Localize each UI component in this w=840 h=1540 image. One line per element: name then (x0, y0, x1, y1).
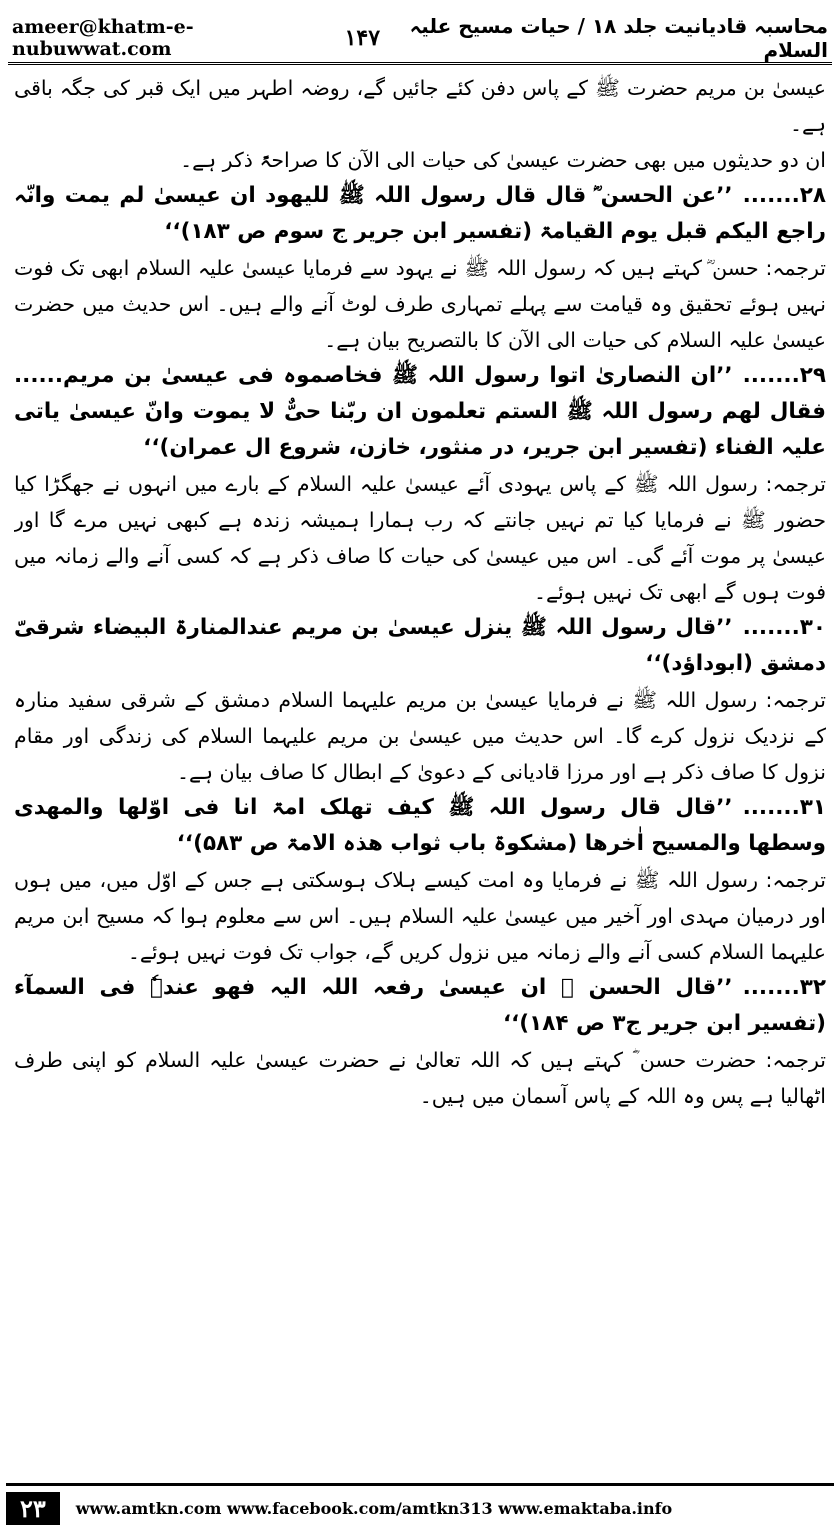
header-left (12, 16, 380, 60)
hadith-number: ۳۲....... (742, 975, 826, 1000)
footer-page-number: ۲۳ (6, 1492, 60, 1525)
translation-paragraph: ترجمہ: رسول اللہ ﷺ کے پاس یہودی آئے عیسیٰ علیہ السلام کے بارے میں انہوں نے جھگڑا کیا حضور ﷺ نے فرمایا کیا تم نہیں جانتے کہ رب ہمارا ہمیشہ زندہ ہے کبھی نہیں مرے گا اور عیسیٰ پر موت آئے گی۔ اس میں عیسیٰ کی حیات کا صاف ذکر ہے کہ کسی آنے والے زمانہ میں فوت ہوں گے ابھی تک نہیں ہوئے۔ (14, 472, 826, 604)
hadith-number: ۲۹....... (742, 363, 826, 388)
page-footer (6, 1483, 834, 1530)
hadith-paragraph (14, 610, 826, 682)
header-title: محاسبہ قادیانیت جلد ۱۸ / حیات مسیح علیہ السلام (409, 14, 828, 62)
hadith-text: ’’قال قال رسول اللہ ﷺ کیف تھلک امۃ انا فی اوّلھا والمھدی وسطھا والمسیح اٰخرھا (مشکوۃ باب ثواب ھذہ الامۃ ص ۵۸۳)‘‘ (14, 795, 826, 856)
translation-paragraph: ترجمہ: حضرت حسن ؓ کہتے ہیں کہ اللہ تعالیٰ نے حضرت عیسیٰ علیہ السلام کو اپنی طرف اٹھالیا ہے پس وہ اللہ کے پاس آسمان میں ہیں۔ (14, 1048, 826, 1108)
header-email[interactable]: ameer@khatm-e-nubuwwat.com (12, 16, 194, 60)
hadith-paragraph (14, 178, 826, 250)
body-paragraph: ان دو حدیثوں میں بھی حضرت عیسیٰ کی حیات الی الآن کا صراحۃً ذکر ہے۔ (180, 148, 826, 172)
hadith-paragraph (14, 790, 826, 862)
hadith-text: ’’ان النصاریٰ اتوا رسول اللہ ﷺ فخاصموہ فی عیسیٰ بن مریم...... فقال لھم رسول اللہ ﷺ الستم تعلمون ان ربّنا حیٌّ لا یموت وانّ عیسیٰ یاتی علیہ الفناء (تفسیر ابن جریر، در منثور، خازن، شروع ال عمران)‘‘ (14, 363, 826, 460)
hadith-number: ۳۱....... (742, 795, 826, 820)
hadith-number: ۳۰....... (742, 615, 826, 640)
translation-paragraph: ترجمہ: رسول اللہ ﷺ نے فرمایا عیسیٰ بن مریم علیہما السلام دمشق کے شرقی سفید منارہ کے نزدیک نزول کرے گا۔ اس حدیث میں عیسیٰ بن مریم علیہما السلام کی زندگی اور مقام نزول کا صاف ذکر ہے اور مرزا قادیانی کے دعویٰ کے ابطال کا صاف بیان ہے۔ (14, 688, 826, 784)
header-page-number: ۱۴۷ (344, 25, 381, 51)
translation-paragraph: ترجمہ: حسن ؓ کہتے ہیں کہ رسول اللہ ﷺ نے یہود سے فرمایا عیسیٰ علیہ السلام ابھی تک فوت نہیں ہوئے تحقیق وہ قیامت سے پہلے تمہاری طرف لوٹ آنے والے ہیں۔ اس حدیث میں حضرت عیسیٰ علیہ السلام کی حیات الی الآن کا بالتصریح بیان ہے۔ (14, 256, 826, 352)
translation-paragraph: ترجمہ: رسول اللہ ﷺ نے فرمایا وہ امت کیسے ہلاک ہوسکتی ہے جس کے اوّل میں، میں ہوں اور درمیان مہدی اور آخیر میں عیسیٰ علیہ السلام ہیں۔ اس سے معلوم ہوا کہ مسیح ابن مریم علیہما السلام کسی آنے والے زمانہ میں نزول کریں گے، جواب تک فوت نہیں ہوئے۔ (14, 868, 826, 964)
footer-links[interactable]: www.amtkn.com www.facebook.com/amtkn313 www.emaktaba.info (75, 1498, 673, 1518)
body-paragraph: عیسیٰ بن مریم حضرت ﷺ کے پاس دفن کئے جائیں گے، روضہ اطہر میں ایک قبر کی جگہ باقی ہے۔ (14, 76, 826, 136)
page-body (14, 70, 826, 1470)
hadith-number: ۲۸....... (742, 183, 826, 208)
hadith-paragraph (14, 970, 826, 1042)
hadith-paragraph (14, 358, 826, 466)
header-divider (8, 62, 832, 65)
page-header (12, 14, 828, 62)
hadith-text: ’’قال الحسن ؓ ان عیسیٰ رفعہ اللہ الیہ فھو عندہٗ فی السمآء (تفسیر ابن جریر ج۳ ص ۱۸۴)‘‘ (14, 975, 826, 1036)
hadith-text: ’’عن الحسن ؓ قال قال رسول اللہ ﷺ للیھود ان عیسیٰ لم یمت وانّہ راجع الیکم قبل یوم القیامۃ (تفسیر ابن جریر ج سوم ص ۱۸۳)‘‘ (14, 183, 826, 244)
hadith-text: ’’قال رسول اللہ ﷺ ینزل عیسیٰ بن مریم عندالمنارۃ البیضاء شرقیّ دمشق (ابوداؤد)‘‘ (14, 615, 826, 676)
